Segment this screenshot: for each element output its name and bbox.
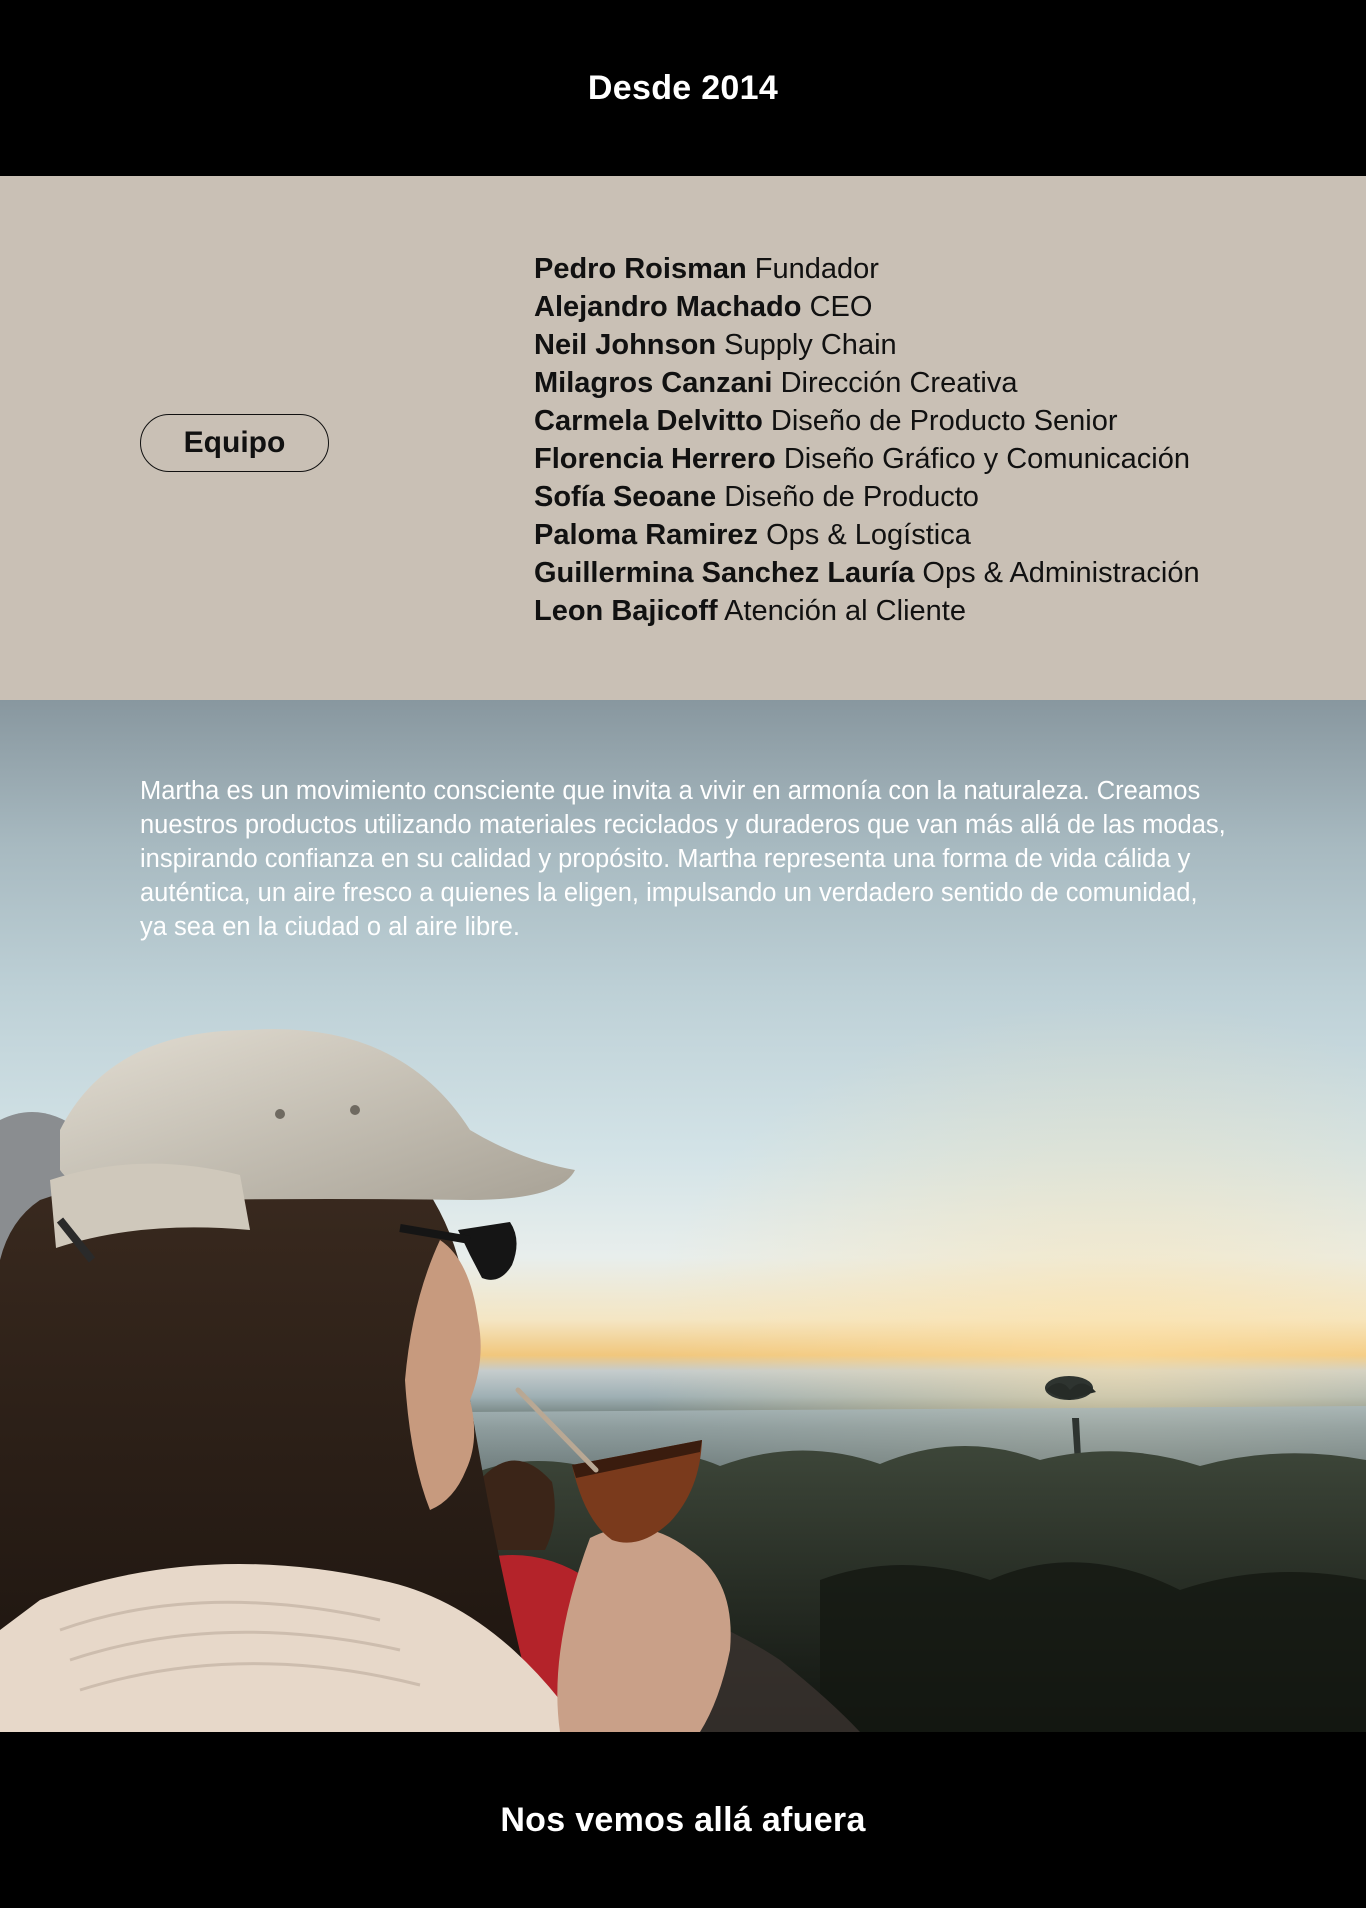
- team-member: [534, 440, 1200, 478]
- team-list: [534, 250, 1200, 630]
- member-name: Leon Bajicoff: [534, 595, 718, 627]
- member-name: Paloma Ramirez: [534, 519, 759, 551]
- team-pill-button[interactable]: Equipo: [140, 414, 329, 472]
- team-member: [534, 250, 1200, 288]
- member-role: Ops & Logística: [766, 519, 971, 551]
- member-role: CEO: [809, 291, 873, 323]
- team-member: [534, 592, 1200, 630]
- member-role: Fundador: [754, 253, 879, 285]
- about-paragraph: Martha es un movimiento consciente que invita a vivir en armonía con la naturaleza. Creamos nuestros productos utilizando materiales reciclados y duraderos que van más allá de las modas, inspirando confianza en su calidad y propósito. Martha representa una forma de vida cálida y auténtica, un aire fresco a quienes la eligen, impulsando un verdadero sentido de comunidad, ya sea en la ciudad o al aire libre.: [140, 777, 1226, 941]
- member-name: Guillermina Sanchez Lauría: [534, 557, 915, 589]
- team-member: [534, 516, 1200, 554]
- member-role: Ops & Administración: [922, 557, 1200, 589]
- member-role: Supply Chain: [724, 329, 897, 361]
- member-name: Milagros Canzani: [534, 367, 773, 399]
- team-member: [534, 326, 1200, 364]
- team-section: [0, 176, 1366, 700]
- farewell-banner: [0, 1732, 1366, 1908]
- farewell-text: Nos vemos allá afuera: [500, 1800, 866, 1839]
- team-member: [534, 364, 1200, 402]
- member-role: Diseño Gráfico y Comunicación: [783, 443, 1190, 475]
- hero-photo-section: [0, 700, 1366, 1732]
- member-name: Florencia Herrero: [534, 443, 776, 475]
- member-role: Diseño de Producto: [724, 481, 979, 513]
- member-name: Carmela Delvitto: [534, 405, 763, 437]
- member-role: Dirección Creativa: [780, 367, 1018, 399]
- team-member: [534, 402, 1200, 440]
- team-member: [534, 554, 1200, 592]
- team-member: [534, 288, 1200, 326]
- member-name: Neil Johnson: [534, 329, 717, 361]
- member-name: Sofía Seoane: [534, 481, 717, 513]
- member-name: Alejandro Machado: [534, 291, 802, 323]
- since-banner: [0, 0, 1366, 176]
- member-role: Diseño de Producto Senior: [770, 405, 1118, 437]
- team-member: [534, 478, 1200, 516]
- member-role: Atención al Cliente: [724, 595, 966, 627]
- since-text: Desde 2014: [587, 68, 779, 107]
- member-name: Pedro Roisman: [534, 253, 747, 285]
